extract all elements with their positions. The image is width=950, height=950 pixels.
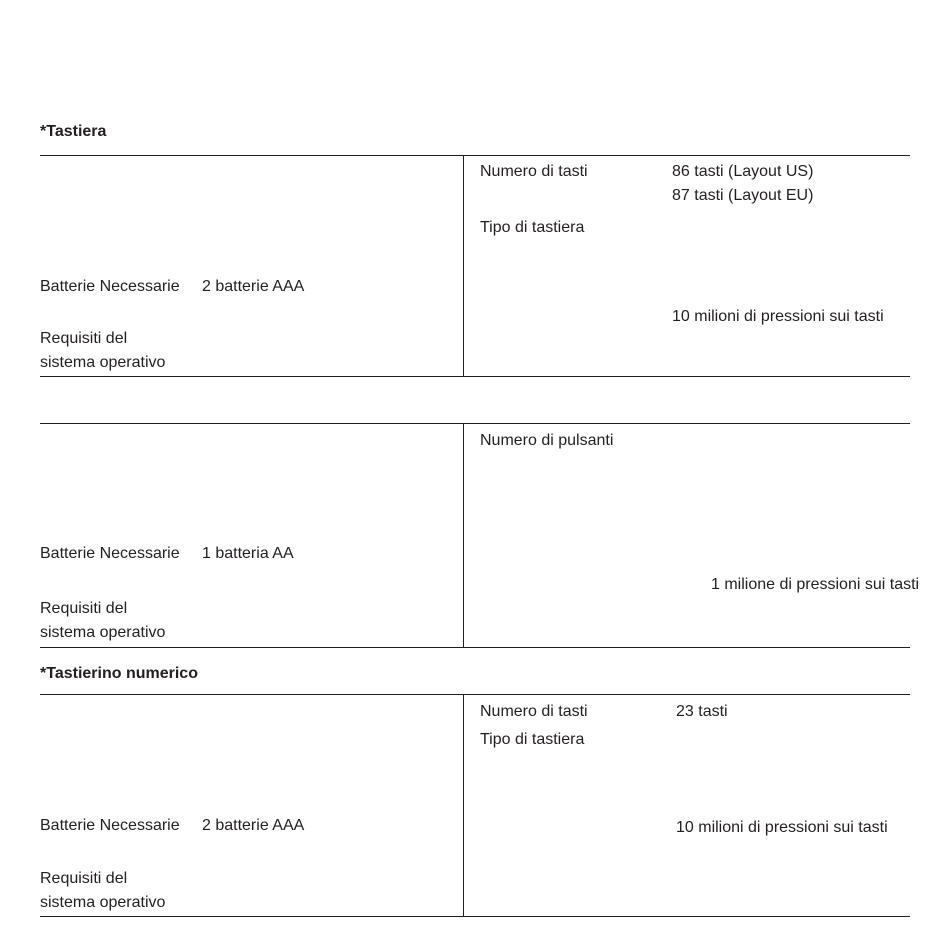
keyboard-os-label-line2: sistema operativo — [40, 354, 166, 371]
mouse-table-column-divider — [463, 423, 464, 647]
numpad-keys-value: 23 tasti — [676, 703, 728, 720]
keyboard-keys-value-eu: 87 tasti (Layout EU) — [672, 187, 814, 204]
numpad-durability-value: 10 milioni di pressioni sui tasti — [676, 819, 888, 836]
numpad-table-column-divider — [463, 694, 464, 916]
numpad-batteries-value: 2 batterie AAA — [202, 817, 305, 834]
numpad-os-label-line1: Requisiti del — [40, 870, 128, 887]
keyboard-os-label-line1: Requisiti del — [40, 330, 128, 347]
mouse-batteries-label: Batterie Necessarie — [40, 545, 180, 562]
mouse-table-top-rule — [40, 423, 910, 424]
keyboard-table-column-divider — [463, 155, 464, 376]
numpad-section-title: *Tastierino numerico — [40, 665, 198, 682]
mouse-os-label-line1: Requisiti del — [40, 600, 128, 617]
keyboard-section-title: *Tastiera — [40, 123, 107, 140]
numpad-batteries-label: Batterie Necessarie — [40, 817, 180, 834]
keyboard-type-label: Tipo di tastiera — [480, 219, 585, 236]
keyboard-batteries-label: Batterie Necessarie — [40, 278, 180, 295]
keyboard-table-top-rule — [40, 155, 910, 156]
mouse-batteries-value: 1 batteria AA — [202, 545, 294, 562]
keyboard-keys-label: Numero di tasti — [480, 163, 588, 180]
keyboard-keys-value-us: 86 tasti (Layout US) — [672, 163, 814, 180]
numpad-keys-label: Numero di tasti — [480, 703, 588, 720]
numpad-table-top-rule — [40, 694, 910, 695]
mouse-table-bottom-rule — [40, 647, 910, 648]
keyboard-table-bottom-rule — [40, 376, 910, 377]
mouse-os-label-line2: sistema operativo — [40, 624, 166, 641]
numpad-table-bottom-rule — [40, 916, 910, 917]
numpad-type-label: Tipo di tastiera — [480, 731, 585, 748]
numpad-os-label-line2: sistema operativo — [40, 894, 166, 911]
mouse-buttons-label: Numero di pulsanti — [480, 432, 614, 449]
keyboard-batteries-value: 2 batterie AAA — [202, 278, 305, 295]
keyboard-durability-value: 10 milioni di pressioni sui tasti — [672, 308, 884, 325]
mouse-durability-value: 1 milione di pressioni sui tasti — [711, 576, 920, 593]
